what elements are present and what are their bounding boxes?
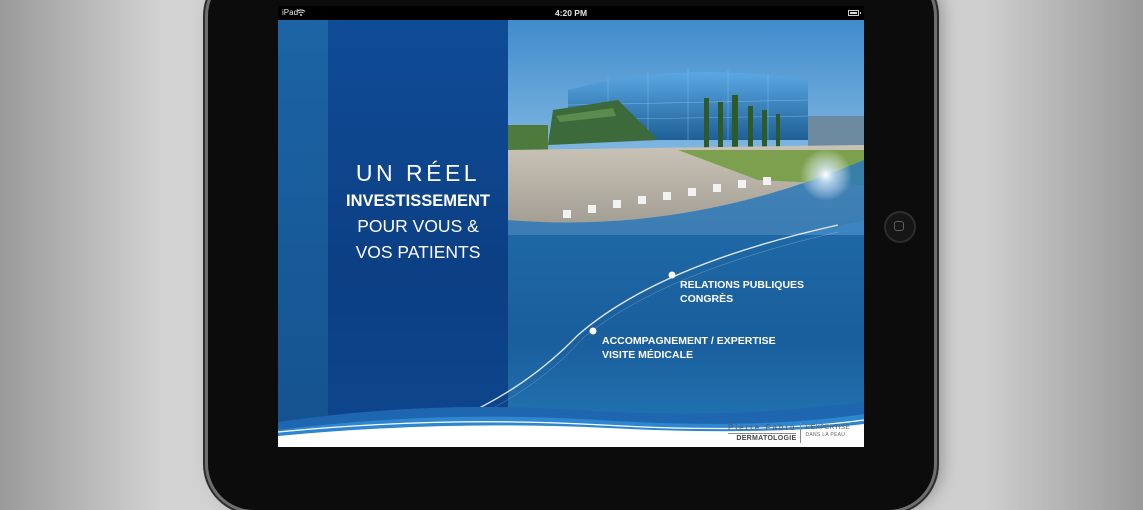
milestone-label: RELATIONS PUBLIQUES CONGRÈS (680, 279, 805, 305)
headline-line1: UN RÉEL (355, 160, 481, 186)
ipad-screen (278, 6, 864, 447)
logo-brand: Pierre Fabre (728, 423, 797, 432)
milestone-dot (669, 272, 676, 279)
logo-tagline: L'EXPERTISE (805, 424, 850, 431)
headline-line3: POUR VOUS & (357, 216, 479, 236)
carrier-label: iPad (282, 8, 299, 17)
milestone-label: ACCOMPAGNEMENT / EXPERTISE VISITE MÉDICALE (602, 335, 776, 361)
home-button[interactable] (884, 211, 916, 243)
logo-tagline-sub: DANS LA PEAU (805, 432, 846, 438)
battery-icon (848, 10, 859, 16)
status-bar (278, 6, 864, 20)
slide (278, 20, 864, 447)
logo-division: DERMATOLOGIE (728, 433, 796, 443)
status-time: 4:20 PM (554, 8, 588, 18)
headline-line2: INVESTISSEMENT (346, 192, 490, 210)
pierre-fabre-logo (728, 423, 850, 447)
milestone-dot (590, 328, 597, 335)
home-square-icon (894, 221, 904, 231)
headline-line4: VOS PATIENTS (355, 242, 481, 262)
